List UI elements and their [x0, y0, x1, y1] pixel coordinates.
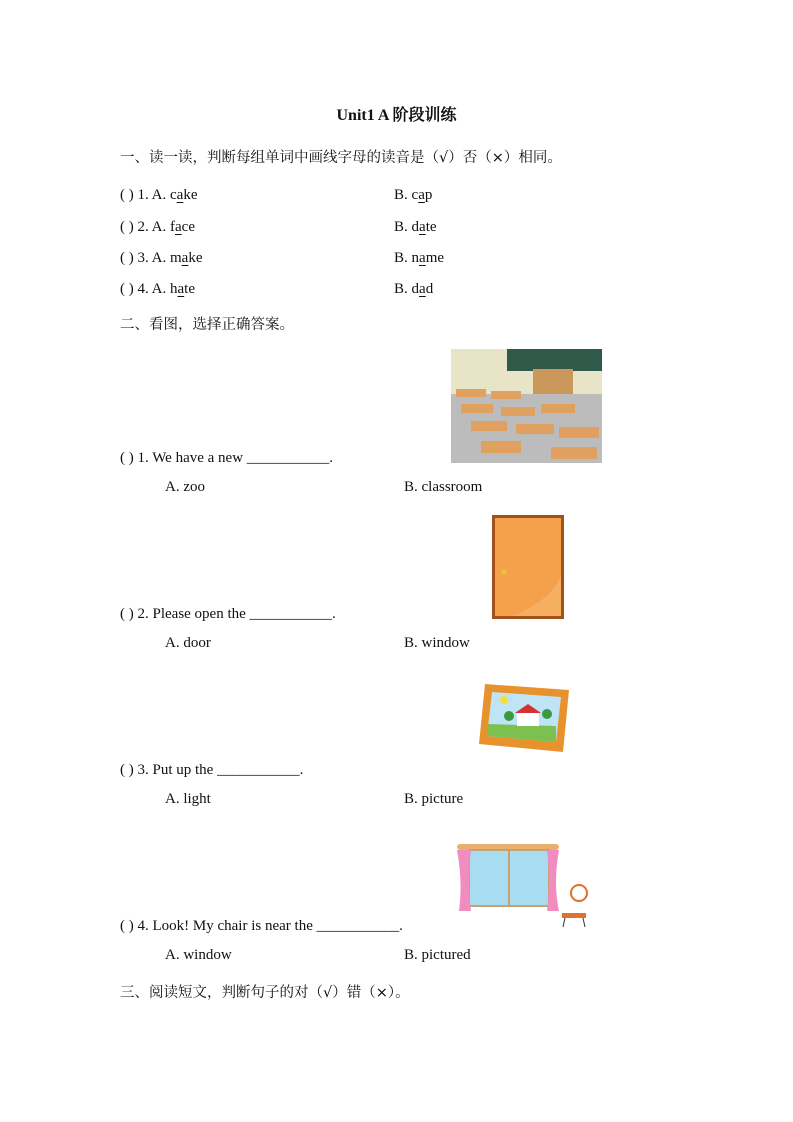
- question-item: [120, 218, 195, 236]
- question-item: [120, 249, 203, 267]
- underlined-letter: a: [419, 281, 426, 297]
- option-b: B. picture: [404, 791, 464, 807]
- option-b: B. classroom: [404, 479, 483, 495]
- classroom-image: [451, 349, 602, 463]
- word-part: p: [424, 187, 433, 203]
- question-item: [120, 280, 195, 298]
- page-title: Unit1 A 阶段训练: [336, 107, 457, 124]
- word-part: c: [170, 187, 177, 203]
- word-part: n: [411, 250, 420, 266]
- option-a: A. light: [165, 791, 211, 807]
- option-a: A. window: [165, 947, 232, 963]
- word-a: [170, 250, 203, 266]
- word-part: d: [411, 281, 420, 297]
- word-part: m: [170, 250, 182, 266]
- word-part: ke: [188, 250, 203, 266]
- underlined-letter: a: [419, 219, 426, 235]
- word-a: [170, 219, 195, 235]
- section1-heading: 一、读一读，判断每组单词中画线字母的读音是（√）否（×）相同。: [120, 150, 562, 166]
- underlined-letter: a: [418, 187, 425, 203]
- question-item: [120, 186, 198, 204]
- word-a: [170, 281, 195, 297]
- word-part: te: [184, 281, 195, 297]
- option-a: A. zoo: [165, 479, 205, 495]
- question-number: ( ) 1. A.: [120, 187, 170, 203]
- door-image: [492, 515, 564, 619]
- word-a: [170, 187, 198, 203]
- option-label: B.: [394, 219, 412, 235]
- underlined-letter: a: [175, 219, 182, 235]
- question-text: ( ) 1. We have a new ___________.: [120, 450, 334, 466]
- underlined-letter: a: [419, 250, 426, 266]
- option-a: A. door: [165, 635, 211, 651]
- word-part: te: [425, 219, 437, 235]
- question-text: ( ) 4. Look! My chair is near the ___________.: [120, 918, 403, 934]
- section3-heading: 三、阅读短文，判断句子的对（√）错（×）。: [120, 985, 410, 1001]
- word-part: c: [411, 187, 419, 203]
- question-number: ( ) 3. A.: [120, 250, 170, 266]
- word-part: ce: [181, 219, 195, 235]
- word-part: me: [425, 250, 445, 266]
- word-part: d: [425, 281, 434, 297]
- section2-heading: 二、看图，选择正确答案。: [120, 317, 294, 333]
- underlined-letter: a: [176, 187, 184, 203]
- question-text: ( ) 2. Please open the ___________.: [120, 606, 336, 622]
- question-number: ( ) 2. A.: [120, 219, 170, 235]
- option-b: [394, 218, 437, 236]
- option-b: [394, 186, 432, 204]
- underlined-letter: a: [177, 281, 185, 297]
- option-label: B.: [394, 187, 412, 203]
- word-part: ke: [183, 187, 198, 203]
- option-b: [394, 280, 433, 298]
- question-text: ( ) 3. Put up the ___________.: [120, 762, 304, 778]
- word-part: d: [411, 219, 420, 235]
- window-image: [455, 843, 595, 931]
- option-label: B.: [394, 250, 412, 266]
- word-part: h: [170, 281, 178, 297]
- option-b: B. window: [404, 635, 470, 651]
- option-b: B. pictured: [404, 947, 471, 963]
- option-label: B.: [394, 281, 412, 297]
- word-part: f: [170, 219, 175, 235]
- question-number: ( ) 4. A.: [120, 281, 170, 297]
- underlined-letter: a: [181, 250, 189, 266]
- picture-frame-image: [479, 680, 570, 752]
- option-b: [394, 249, 444, 267]
